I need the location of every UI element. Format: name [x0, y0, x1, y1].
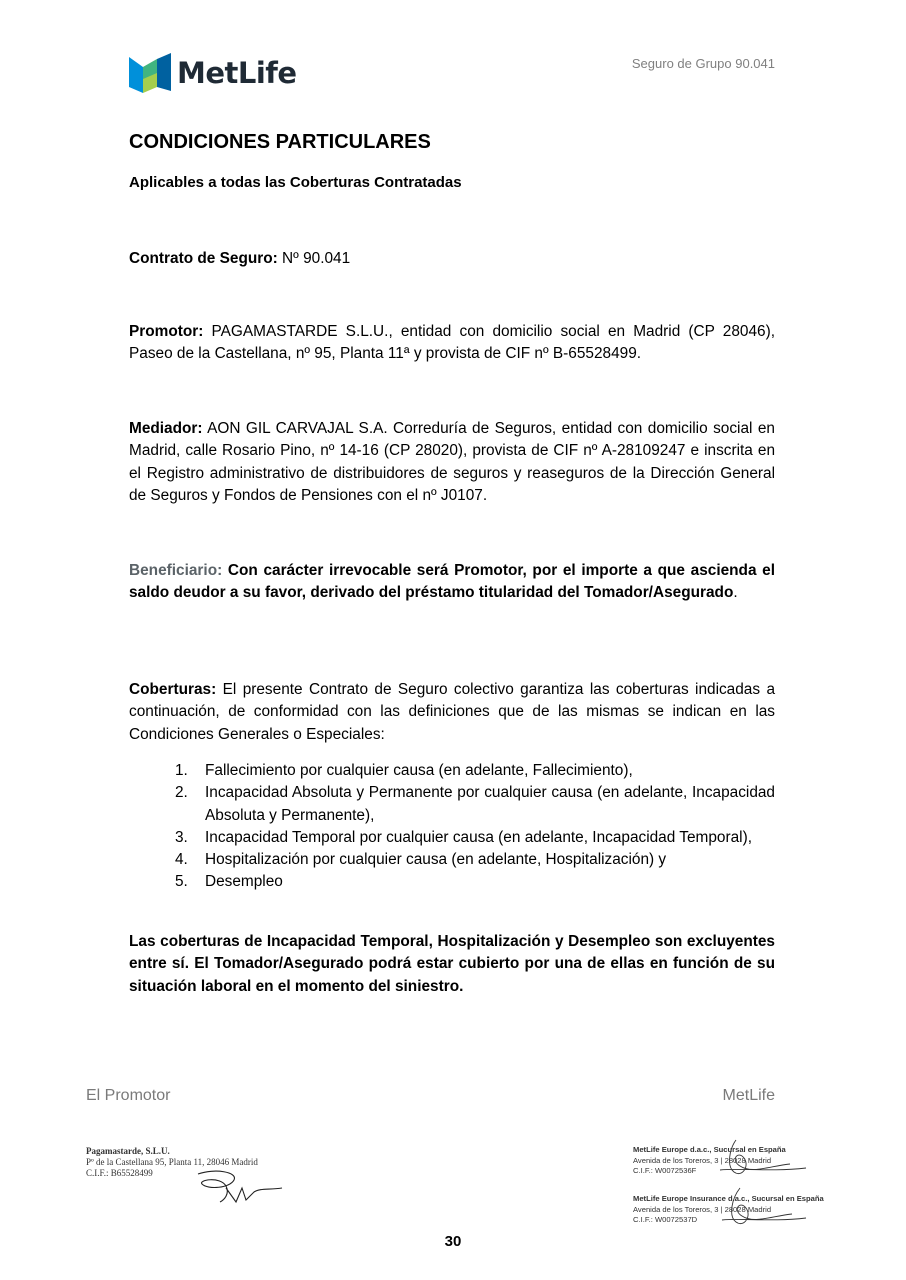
beneficiario-section [129, 560, 775, 605]
coberturas-text: El presente Contrato de Seguro colectivo garantiza las coberturas indicadas a continuación, de conformidad con las definiciones que de las mismas se indican en las Condiciones Generales o Especiales: [129, 681, 775, 743]
list-item-number: 1. [175, 762, 188, 779]
list-item [175, 871, 775, 893]
metlife-handwritten-signature-2 [700, 1184, 810, 1234]
beneficiario-end: . [733, 584, 738, 602]
coberturas-section [129, 679, 775, 746]
mediador-section [129, 418, 775, 507]
stamp-company: MetLife Europe Insurance d.a.c., Sucursal en España [633, 1194, 824, 1203]
list-item-text: Incapacidad Temporal por cualquier causa (en adelante, Incapacidad Temporal), [205, 828, 752, 846]
page-subtitle: Aplicables a todas las Coberturas Contratadas [129, 174, 462, 191]
list-item-number: 2. [175, 784, 188, 802]
coberturas-label: Coberturas: [129, 681, 217, 698]
list-item [175, 782, 775, 827]
metlife-wordmark: MetLife [177, 55, 297, 90]
mediador-label: Mediador: [129, 420, 203, 437]
exclusive-coverage-note: Las coberturas de Incapacidad Temporal, Hospitalización y Desempleo son excluyentes entre sí. El Tomador/Asegurado podrá estar cubierto por una de ellas en función de su situación laboral en el momento del siniestro. [129, 933, 775, 995]
list-item-text: Fallecimiento por cualquier causa (en adelante, Fallecimiento), [205, 762, 633, 779]
metlife-logo [129, 52, 309, 94]
beneficiario-label: Beneficiario: [129, 562, 223, 579]
list-item-number: 5. [175, 873, 188, 891]
list-item-text: Desempleo [205, 873, 283, 891]
list-item-text: Incapacidad Absoluta y Permanente por cualquier causa (en adelante, Incapacidad Absoluta y Permanente), [205, 784, 775, 824]
list-item-number: 3. [175, 828, 188, 846]
page-number: 30 [444, 1233, 462, 1250]
stamp-address: Avenida de los Toreros, 3 | 28028 Madrid [633, 1204, 772, 1214]
policy-reference: Seguro de Grupo 90.041 [631, 56, 775, 71]
contrato-value: Nº 90.041 [277, 250, 351, 267]
metlife-handwritten-signature-1 [700, 1136, 810, 1186]
coberturas-list [175, 760, 775, 894]
promotor-text: PAGAMASTARDE S.L.U., entidad con domicilio social en Madrid (CP 28046), Paseo de la Castellana, nº 95, Planta 11ª y provista de CIF nº B-65528499. [129, 323, 775, 363]
stamp-address: Avenida de los Toreros, 3 | 28028 Madrid [633, 1155, 772, 1165]
list-item [175, 827, 775, 849]
stamp-cif: C.I.F.: B65528499 [86, 1168, 153, 1178]
list-item-text: Hospitalización por cualquier causa (en adelante, Hospitalización) y [205, 851, 667, 869]
contrato-label: Contrato de Seguro: [129, 250, 278, 267]
page-title: CONDICIONES PARTICULARES [129, 131, 431, 153]
metlife-logo-icon [129, 53, 171, 93]
stamp-address: Pº de la Castellana 95, Planta 11, 28046 Madrid [86, 1157, 258, 1167]
beneficiario-text: Con carácter irrevocable será Promotor, por el importe a que ascienda el saldo deudor a su favor, derivado del préstamo titularidad del Tomador/Asegurado [129, 562, 775, 602]
promotor-label: Promotor: [129, 323, 204, 340]
mediador-text: AON GIL CARVAJAL S.A. Correduría de Seguros, entidad con domicilio social en Madrid, calle Rosario Pino, nº 14-16 (CP 28020), provista de CIF nº A-28109247 e inscrita en el Registro administrativo de distribuidores de seguros y reaseguros de la Dirección General de Seguros y Fondos de Pensiones con el nº J0107. [129, 420, 775, 504]
list-item [175, 760, 775, 782]
list-item-number: 4. [175, 851, 188, 869]
stamp-cif: C.I.F.: W0072537D [633, 1215, 698, 1224]
stamp-company: MetLife Europe d.a.c., Sucursal en España [633, 1145, 786, 1154]
promotor-section [129, 321, 775, 366]
list-item [175, 849, 775, 871]
stamp-company: Pagamastarde, S.L.U. [86, 1146, 170, 1156]
promotor-signature-label: El Promotor [86, 1087, 171, 1104]
stamp-cif: C.I.F.: W0072536F [633, 1166, 697, 1175]
metlife-signature-label: MetLife [722, 1087, 775, 1104]
contrato-section [129, 248, 775, 270]
promotor-handwritten-signature [190, 1166, 285, 1208]
